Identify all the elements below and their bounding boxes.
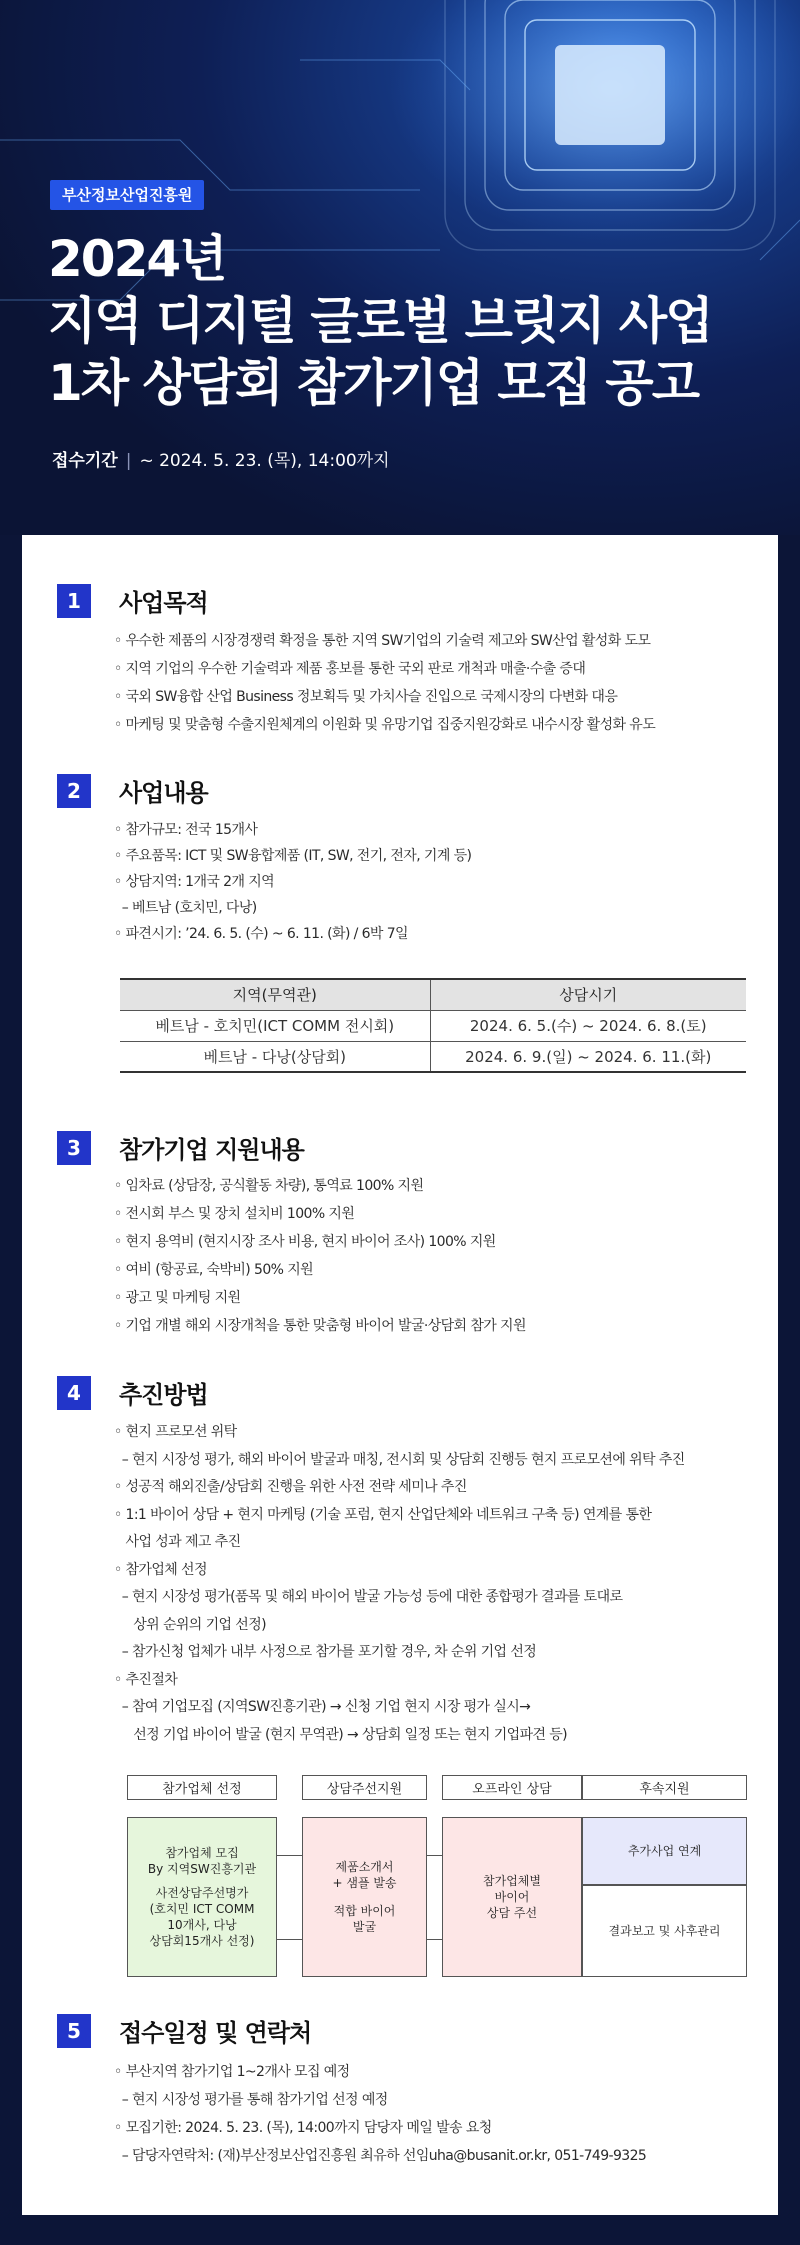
title-line-project: 지역 디지털 글로벌 브릿지 사업 [48,292,712,350]
body-line: ◦ 부산지역 참가기업 1~2개사 모집 예정 [114,2064,350,2080]
body-line: ◦ 지역 기업의 우수한 기술력과 제품 홍보를 통한 국외 판로 개척과 매출·수출 증대 [114,661,586,677]
section-contact-body [114,2058,646,2170]
flow-box-line: 발굴 [352,1920,377,1934]
body-line: ◦ 추진절차 [114,1671,178,1688]
page-title [48,228,712,414]
flow-box-line: (호치민 ICT COMM [149,1902,255,1916]
body-line: ◦ 전시회 부스 및 장치 설치비 100% 지원 [114,1206,355,1222]
flow-box-line: 상담 주선 [486,1906,538,1920]
section-title: 추진방법 [119,1381,208,1409]
flow-header-followup: 후속지원 [582,1775,747,1800]
body-line: – 베트남 (호치민, 다낭) [114,900,257,916]
period-separator: | [125,451,132,471]
section-number: 1 [57,584,91,618]
body-line: ◦ 참가규모: 전국 15개사 [114,822,258,838]
contact-line[interactable]: – 담당자연락처: (재)부산정보산업진흥원 최유하 선임uha@busanit.or.kr, 051-749-9325 [114,2148,647,2164]
body-line: ◦ 현지 프로모션 위탁 [114,1424,237,1440]
flow-box-followup-link [582,1817,747,1885]
flow-box-line: + 샘플 발송 [332,1876,397,1890]
body-line: ◦ 우수한 제품의 시장경쟁력 확정을 통한 지역 SW기업의 기술력 제고와 SW산업 활성화 도모 [114,633,651,649]
org-badge: 부산정보산업진흥원 [50,180,204,210]
table-cell: 2024. 6. 5.(수) ~ 2024. 6. 8.(토) [430,1010,746,1041]
section-support-body [114,1172,526,1340]
flow-box-line: 결과보고 및 사후관리 [608,1924,721,1938]
body-line: ◦ 성공적 해외진출/상담회 진행을 위한 사전 전략 세미나 추진 [114,1479,467,1495]
body-line: ◦ 상담지역: 1개국 2개 지역 [114,874,275,890]
body-line: ◦ 기업 개별 해외 시장개척을 통한 맞춤형 바이어 발굴·상담회 참가 지원 [114,1318,526,1334]
table-cell: 베트남 - 다낭(상담회) [120,1041,430,1072]
period-value: ~ 2024. 5. 23. (목), 14:00까지 [139,451,390,471]
body-line: ◦ 국외 SW융합 산업 Business 정보획득 및 가치사슬 진입으로 국제시장의 다변화 대응 [114,689,618,705]
flow-box-line: 추가사업 연계 [627,1844,702,1858]
flow-box-line: 사전상담주선명가 [155,1886,249,1900]
section-support-header [57,1130,304,1165]
section-number: 5 [57,2014,91,2048]
flow-box-line: 적합 바이어 [333,1904,396,1918]
flow-header-selection: 참가업체 선정 [127,1775,277,1800]
body-line: – 참여 기업모집 (지역SW진흥기관) → 신청 기업 현지 시장 평가 실시→ [114,1699,531,1715]
flow-header-matching: 상담주선지원 [302,1775,427,1800]
body-line: 상위 순위의 기업 선정) [114,1616,266,1633]
body-line: ◦ 광고 및 마케팅 지원 [114,1290,241,1306]
schedule-table [120,978,746,1073]
body-line: – 현지 시장성 평가를 통해 참가기업 선정 예정 [114,2092,388,2108]
flow-box-line: 참가업체 모집 [165,1846,239,1860]
flow-connector [277,1939,302,1940]
title-line-year: 2024년 [48,230,226,288]
section-content-header [57,773,208,808]
section-method-body [114,1419,685,1749]
title-line-notice: 1차 상담회 참가기업 모집 공고 [48,354,699,412]
table-cell: 베트남 - 호치민(ICT COMM 전시회) [120,1010,430,1041]
flow-box-line: 상담회15개사 선정) [149,1934,255,1948]
section-title: 사업내용 [119,779,208,807]
body-line: – 현지 시장성 평가(품목 및 해외 바이어 발굴 가능성 등에 대한 종합평가 결과를 토대로 [114,1589,623,1605]
body-line: – 현지 시장성 평가, 해외 바이어 발굴과 매칭, 전시회 및 상담회 진행등 현지 프로모션에 위탁 추진 [114,1451,685,1468]
section-purpose-body [114,627,655,739]
table-cell: 2024. 6. 9.(일) ~ 2024. 6. 11.(화) [430,1041,746,1072]
flow-box-offline [442,1817,582,1977]
flow-connector [277,1855,302,1856]
body-line: ◦ 임차료 (상담장, 공식활동 차량), 통역료 100% 지원 [114,1178,424,1194]
flow-connector [427,1855,442,1856]
column-header: 상담시기 [430,979,746,1010]
body-line: ◦ 여비 (항공료, 숙박비) 50% 지원 [114,1262,314,1278]
body-line: ◦ 파견시기: ’24. 6. 5. (수) ~ 6. 11. (화) / 6박 7일 [114,926,408,942]
flow-box-selection [127,1817,277,1977]
period-label: 접수기간 [52,451,118,471]
flow-box-line: 참가업체별 [483,1874,541,1888]
flow-box-line: 10개사, 다낭 [167,1918,237,1932]
flow-header-offline: 오프라인 상담 [442,1775,582,1800]
application-period [52,446,390,471]
notice-card [22,535,778,2215]
body-line: – 참가신청 업체가 내부 사정으로 참가를 포기할 경우, 차 순위 기업 선정 [114,1644,537,1660]
body-line: 사업 성과 제고 추진 [114,1534,241,1550]
flow-box-followup-report [582,1885,747,1977]
table-row [120,1041,746,1072]
body-line: ◦ 주요품목: ICT 및 SW융합제품 (IT, SW, 전기, 전자, 기계 등) [114,848,472,864]
table-header-row [120,979,746,1010]
section-title: 참가기업 지원내용 [119,1136,304,1164]
body-line: ◦ 현지 용역비 (현지시장 조사 비용, 현지 바이어 조사) 100% 지원 [114,1234,496,1250]
section-number: 4 [57,1376,91,1410]
section-contact-header [57,2013,311,2048]
body-line: ◦ 1:1 바이어 상담 + 현지 마케팅 (기술 포럼, 현지 산업단체와 네트워크 구축 등) 연계를 통한 [114,1506,652,1523]
body-line: ◦ 참가업체 선정 [114,1561,207,1578]
section-number: 3 [57,1131,91,1165]
flow-connector [427,1939,442,1940]
hero-banner [0,0,800,535]
section-title: 접수일정 및 연락처 [119,2019,312,2047]
flow-box-line: 제품소개서 [335,1860,394,1874]
body-line: ◦ 모집기한: 2024. 5. 23. (목), 14:00까지 담당자 메일 발송 요청 [114,2120,492,2136]
body-line: 선정 기업 바이어 발굴 (현지 무역관) → 상담회 일정 또는 현지 기업파견 등) [114,1726,568,1743]
table-row [120,1010,746,1041]
body-line: ◦ 마케팅 및 맞춤형 수출지원체계의 이원화 및 유망기업 집중지원강화로 내수시장 활성화 유도 [114,717,656,733]
section-method-header [57,1375,208,1410]
flow-box-line: 바이어 [494,1890,530,1904]
section-purpose-header [57,583,208,618]
section-content-body [114,817,471,947]
section-number: 2 [57,774,91,808]
section-title: 사업목적 [119,589,208,617]
column-header: 지역(무역관) [120,979,430,1010]
flow-box-line: By 지역SW진흥기관 [147,1862,257,1876]
flow-box-matching [302,1817,427,1977]
